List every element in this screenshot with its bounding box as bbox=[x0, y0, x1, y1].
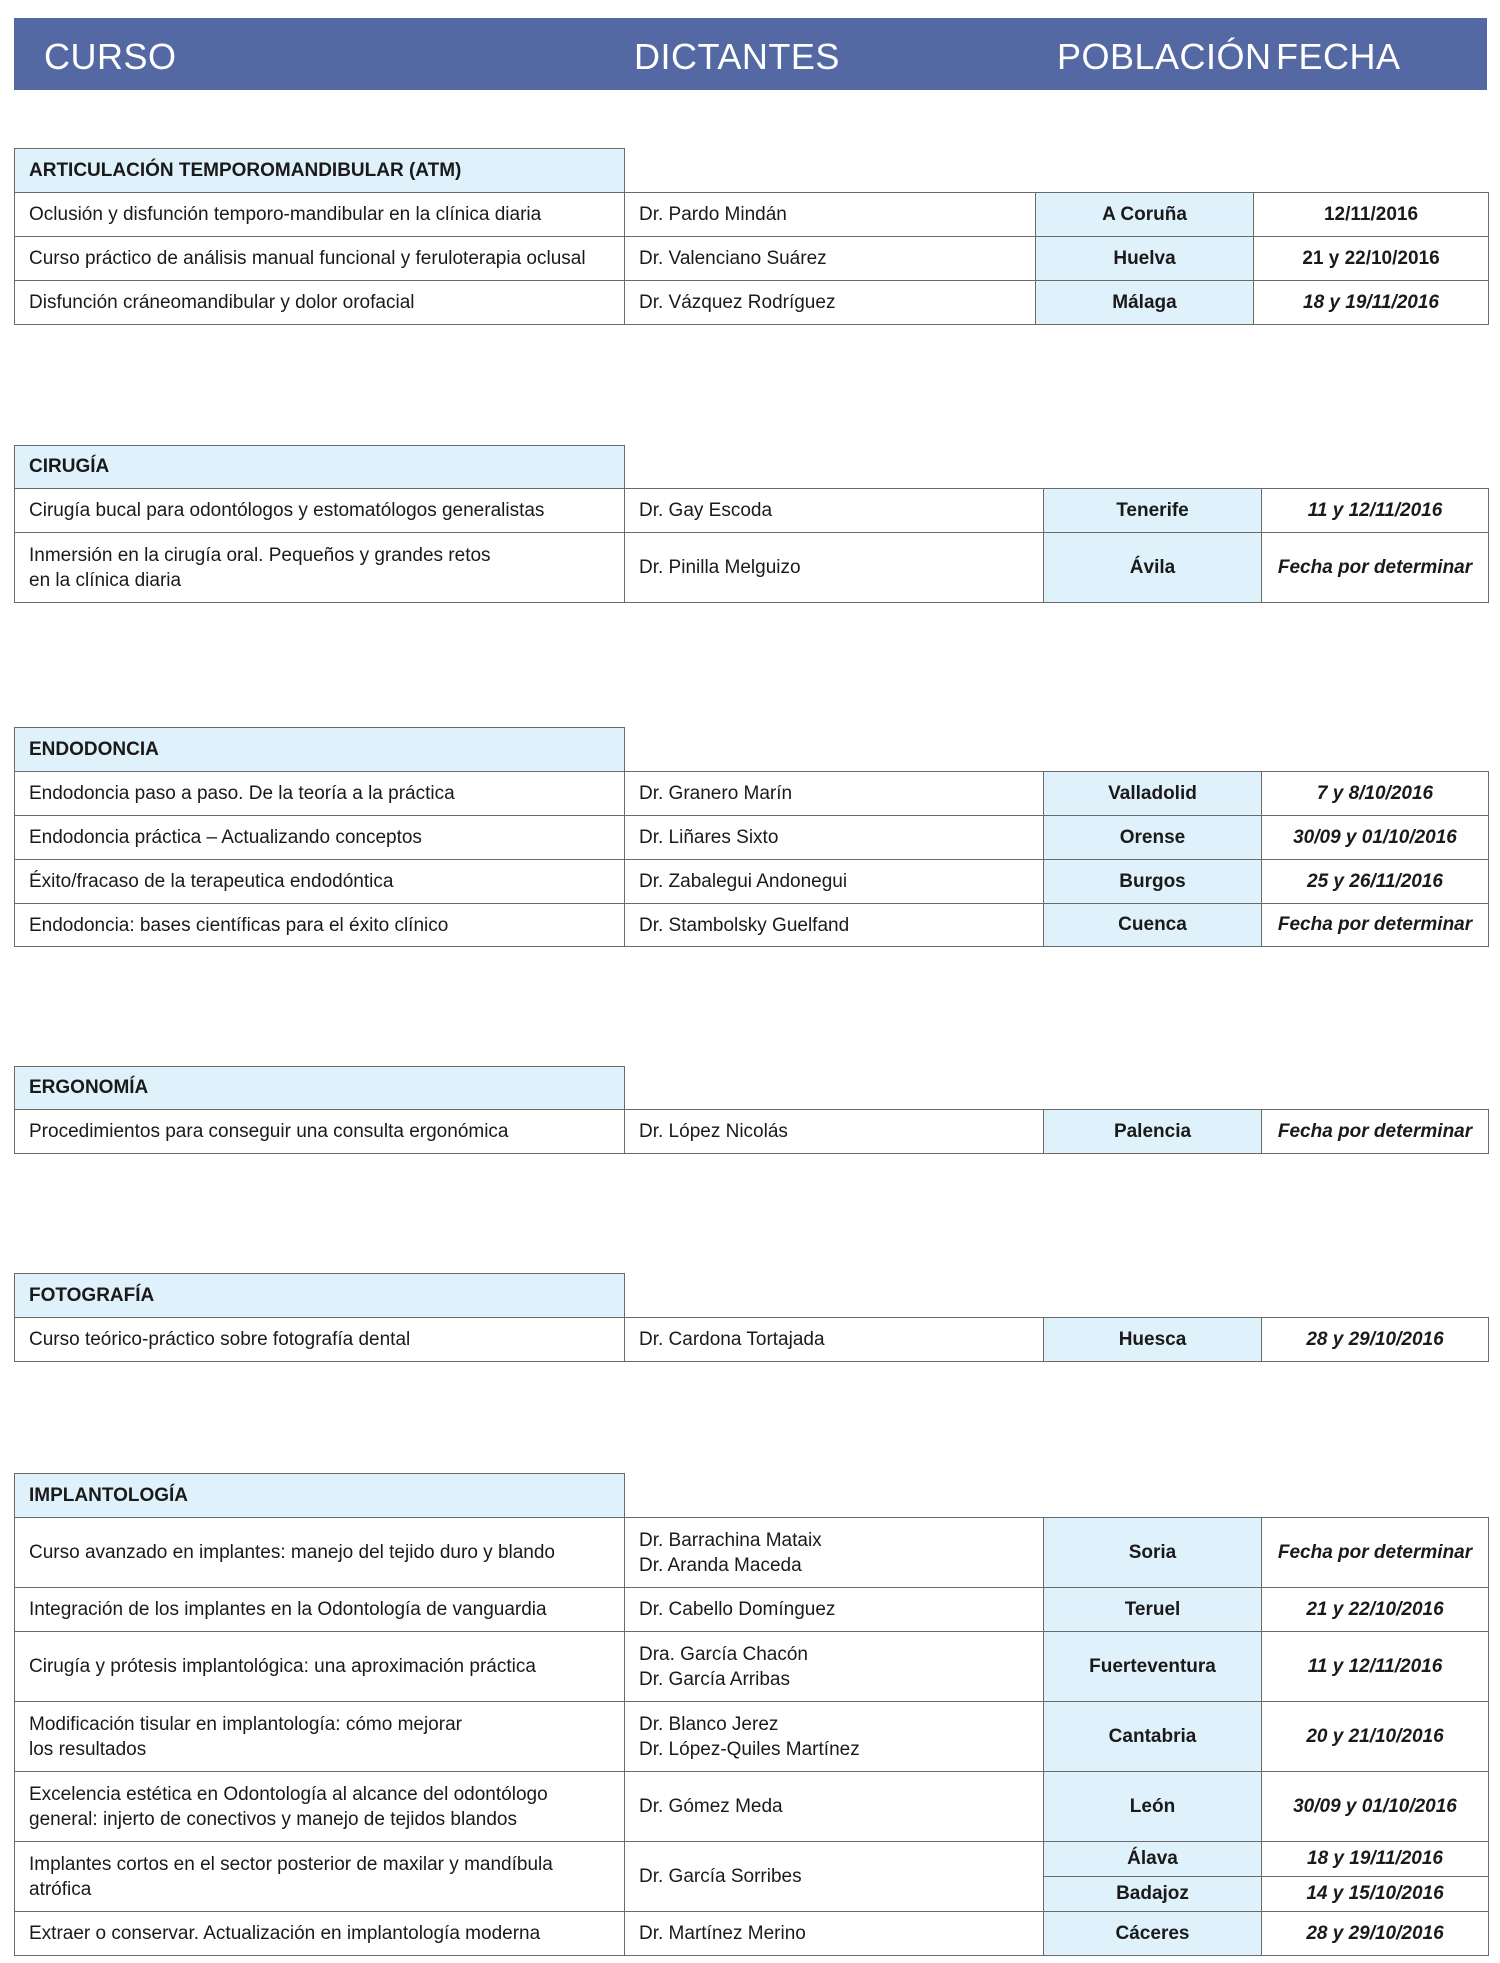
course-name-line: Endodoncia: bases científicas para el éxito clínico bbox=[29, 914, 449, 936]
section-title-row bbox=[15, 1474, 1489, 1518]
course-name bbox=[15, 904, 625, 947]
speaker-line: Dr. García Arribas bbox=[639, 1668, 790, 1690]
speaker-line: Dra. García Chacón bbox=[639, 1643, 808, 1665]
date: 20 y 21/10/2016 bbox=[1262, 1702, 1489, 1772]
course-name-line: Inmersión en la cirugía oral. Pequeños y grandes retos bbox=[29, 544, 491, 566]
speaker-line: Dr. Gay Escoda bbox=[639, 500, 773, 521]
speakers bbox=[625, 1318, 1044, 1362]
course-name bbox=[15, 533, 625, 603]
speaker-line: Dr. Martínez Merino bbox=[639, 1923, 806, 1944]
date: 25 y 26/11/2016 bbox=[1262, 860, 1489, 904]
speakers bbox=[625, 772, 1044, 816]
header-poblacion: POBLACIÓN bbox=[1057, 36, 1272, 77]
course-name bbox=[15, 860, 625, 904]
speakers bbox=[625, 1632, 1044, 1702]
course-name-line: Oclusión y disfunción temporo-mandibular en la clínica diaria bbox=[29, 204, 542, 225]
date: 30/09 y 01/10/2016 bbox=[1262, 816, 1489, 860]
speaker-line: Dr. Zabalegui Andonegui bbox=[639, 871, 848, 892]
course-name bbox=[15, 1588, 625, 1632]
section-title-row bbox=[15, 1067, 1489, 1110]
course-name-line: Curso práctico de análisis manual funcional y feruloterapia oclusal bbox=[29, 248, 586, 269]
course-name bbox=[15, 1518, 625, 1588]
location: Fuerteventura bbox=[1044, 1632, 1262, 1702]
course-name-line: Procedimientos para conseguir una consulta ergonómica bbox=[29, 1121, 509, 1142]
course-name-line: Excelencia estética en Odontología al alcance del odontólogo bbox=[29, 1783, 548, 1805]
date: 12/11/2016 bbox=[1254, 193, 1489, 237]
location: León bbox=[1044, 1772, 1262, 1842]
date: 14 y 15/10/2016 bbox=[1262, 1877, 1489, 1912]
speaker-line: Dr. Granero Marín bbox=[639, 783, 793, 804]
date: 21 y 22/10/2016 bbox=[1262, 1588, 1489, 1632]
course-name bbox=[15, 816, 625, 860]
location: Ávila bbox=[1044, 533, 1262, 603]
table-row bbox=[15, 1588, 1489, 1632]
speaker-line: Dr. Cabello Domínguez bbox=[639, 1599, 836, 1620]
speaker-line: Dr. Cardona Tortajada bbox=[639, 1329, 825, 1350]
date: 11 y 12/11/2016 bbox=[1262, 1632, 1489, 1702]
table-row bbox=[15, 816, 1489, 860]
location: Huesca bbox=[1044, 1318, 1262, 1362]
location: Burgos bbox=[1044, 860, 1262, 904]
course-name bbox=[15, 1842, 625, 1912]
date: 21 y 22/10/2016 bbox=[1254, 237, 1489, 281]
date: Fecha por determinar bbox=[1262, 904, 1489, 947]
section-title-spacer bbox=[625, 1274, 1489, 1318]
speaker-line: Dr. Vázquez Rodríguez bbox=[639, 292, 836, 313]
location: Orense bbox=[1044, 816, 1262, 860]
course-name-line: Cirugía bucal para odontólogos y estomatólogos generalistas bbox=[29, 500, 545, 521]
table-row bbox=[15, 237, 1489, 281]
course-name-line: Cirugía y prótesis implantológica: una aproximación práctica bbox=[29, 1656, 536, 1677]
course-name-line: general: injerto de conectivos y manejo de tejidos blandos bbox=[29, 1808, 517, 1830]
location: Málaga bbox=[1036, 281, 1254, 325]
table-row bbox=[15, 1842, 1489, 1877]
speaker-line: Dr. Pinilla Melguizo bbox=[639, 557, 801, 578]
course-name-line: en la clínica diaria bbox=[29, 569, 182, 591]
course-name-line: Modificación tisular en implantología: cómo mejorar bbox=[29, 1713, 462, 1735]
section-title-row bbox=[15, 1274, 1489, 1318]
location: Cuenca bbox=[1044, 904, 1262, 947]
date: 7 y 8/10/2016 bbox=[1262, 772, 1489, 816]
location: Teruel bbox=[1044, 1588, 1262, 1632]
location: Cantabria bbox=[1044, 1702, 1262, 1772]
course-name bbox=[15, 237, 625, 281]
section-title: FOTOGRAFÍA bbox=[15, 1274, 625, 1318]
speaker-line: Dr. López Nicolás bbox=[639, 1121, 788, 1142]
header-dictantes: DICTANTES bbox=[634, 36, 840, 77]
course-name bbox=[15, 193, 625, 237]
location: Cáceres bbox=[1044, 1912, 1262, 1956]
header-curso: CURSO bbox=[44, 36, 177, 77]
speaker-line: Dr. Valenciano Suárez bbox=[639, 248, 827, 269]
table-row bbox=[15, 281, 1489, 325]
course-name-line: Curso teórico-práctico sobre fotografía dental bbox=[29, 1329, 411, 1350]
course-name-line: Endodoncia práctica – Actualizando conceptos bbox=[29, 827, 422, 848]
table-row bbox=[15, 860, 1489, 904]
speaker-line: Dr. López-Quiles Martínez bbox=[639, 1738, 860, 1760]
table-row bbox=[15, 1772, 1489, 1842]
speakers bbox=[625, 533, 1044, 603]
speaker-line: Dr. Gómez Meda bbox=[639, 1796, 783, 1817]
course-name bbox=[15, 1702, 625, 1772]
speakers bbox=[625, 860, 1044, 904]
table-row bbox=[15, 1702, 1489, 1772]
course-name bbox=[15, 1318, 625, 1362]
table-row bbox=[15, 533, 1489, 603]
speakers bbox=[625, 237, 1036, 281]
speaker-line: Dr. Liñares Sixto bbox=[639, 827, 779, 848]
section-title-row bbox=[15, 728, 1489, 772]
date: 18 y 19/11/2016 bbox=[1254, 281, 1489, 325]
location: Badajoz bbox=[1044, 1877, 1262, 1912]
course-name bbox=[15, 1912, 625, 1956]
course-name-line: los resultados bbox=[29, 1738, 147, 1760]
location: Tenerife bbox=[1044, 489, 1262, 533]
table-row bbox=[15, 1912, 1489, 1956]
location: Álava bbox=[1044, 1842, 1262, 1877]
section-title: CIRUGÍA bbox=[15, 446, 625, 489]
course-name-line: atrófica bbox=[29, 1878, 92, 1900]
section-title-spacer bbox=[625, 149, 1489, 193]
speakers bbox=[625, 193, 1036, 237]
speaker-line: Dr. Aranda Maceda bbox=[639, 1554, 802, 1576]
speakers bbox=[625, 1702, 1044, 1772]
table-row bbox=[15, 1632, 1489, 1702]
section-fotografia bbox=[14, 1273, 1489, 1362]
header-fecha: FECHA bbox=[1276, 36, 1401, 77]
speaker-line: Dr. García Sorribes bbox=[639, 1866, 802, 1887]
course-name bbox=[15, 1632, 625, 1702]
course-name-line: Integración de los implantes en la Odontología de vanguardia bbox=[29, 1599, 547, 1620]
section-title: ENDODONCIA bbox=[15, 728, 625, 772]
section-title: ERGONOMÍA bbox=[15, 1067, 625, 1110]
section-title: ARTICULACIÓN TEMPOROMANDIBULAR (ATM) bbox=[15, 149, 625, 193]
table-row bbox=[15, 772, 1489, 816]
section-articulacion-temporomandibular-atm bbox=[14, 148, 1489, 325]
course-name-line: Disfunción cráneomandibular y dolor orofacial bbox=[29, 292, 415, 313]
table-row bbox=[15, 904, 1489, 947]
location: Soria bbox=[1044, 1518, 1262, 1588]
table-row bbox=[15, 1518, 1489, 1588]
table-row bbox=[15, 1110, 1489, 1154]
speakers bbox=[625, 1842, 1044, 1912]
speakers bbox=[625, 1772, 1044, 1842]
date: 28 y 29/10/2016 bbox=[1262, 1318, 1489, 1362]
section-implantologia bbox=[14, 1473, 1489, 1956]
date: 30/09 y 01/10/2016 bbox=[1262, 1772, 1489, 1842]
speaker-line: Dr. Stambolsky Guelfand bbox=[639, 914, 850, 936]
course-name bbox=[15, 1772, 625, 1842]
course-name bbox=[15, 772, 625, 816]
date: 28 y 29/10/2016 bbox=[1262, 1912, 1489, 1956]
section-title-spacer bbox=[625, 446, 1489, 489]
section-title-spacer bbox=[625, 1474, 1489, 1518]
section-title-spacer bbox=[625, 728, 1489, 772]
date: Fecha por determinar bbox=[1262, 1110, 1489, 1154]
speakers bbox=[625, 1518, 1044, 1588]
course-name bbox=[15, 489, 625, 533]
section-title: IMPLANTOLOGÍA bbox=[15, 1474, 625, 1518]
speakers bbox=[625, 489, 1044, 533]
speakers bbox=[625, 1588, 1044, 1632]
course-name-line: Curso avanzado en implantes: manejo del tejido duro y blando bbox=[29, 1542, 555, 1563]
location: Huelva bbox=[1036, 237, 1254, 281]
course-name bbox=[15, 1110, 625, 1154]
date: Fecha por determinar bbox=[1262, 1518, 1489, 1588]
location: Valladolid bbox=[1044, 772, 1262, 816]
section-ergonomia bbox=[14, 1066, 1489, 1154]
course-name bbox=[15, 281, 625, 325]
course-name-line: Endodoncia paso a paso. De la teoría a la práctica bbox=[29, 783, 455, 804]
speaker-line: Dr. Barrachina Mataix bbox=[639, 1529, 822, 1551]
table-row bbox=[15, 489, 1489, 533]
location: Palencia bbox=[1044, 1110, 1262, 1154]
course-name-line: Éxito/fracaso de la terapeutica endodóntica bbox=[29, 871, 394, 892]
speakers bbox=[625, 816, 1044, 860]
course-name-line: Implantes cortos en el sector posterior de maxilar y mandíbula bbox=[29, 1853, 553, 1875]
course-name-line: Extraer o conservar. Actualización en implantología moderna bbox=[29, 1923, 541, 1944]
section-cirugia bbox=[14, 445, 1489, 603]
table-header bbox=[14, 18, 1487, 90]
section-title-spacer bbox=[625, 1067, 1489, 1110]
speakers bbox=[625, 904, 1044, 947]
speakers bbox=[625, 1912, 1044, 1956]
date: 18 y 19/11/2016 bbox=[1262, 1842, 1489, 1877]
speaker-line: Dr. Pardo Mindán bbox=[639, 204, 787, 225]
section-title-row bbox=[15, 149, 1489, 193]
speaker-line: Dr. Blanco Jerez bbox=[639, 1713, 779, 1735]
location: A Coruña bbox=[1036, 193, 1254, 237]
table-row bbox=[15, 193, 1489, 237]
speakers bbox=[625, 281, 1036, 325]
section-endodoncia bbox=[14, 727, 1489, 947]
section-title-row bbox=[15, 446, 1489, 489]
speakers bbox=[625, 1110, 1044, 1154]
date: 11 y 12/11/2016 bbox=[1262, 489, 1489, 533]
table-row bbox=[15, 1318, 1489, 1362]
date: Fecha por determinar bbox=[1262, 533, 1489, 603]
